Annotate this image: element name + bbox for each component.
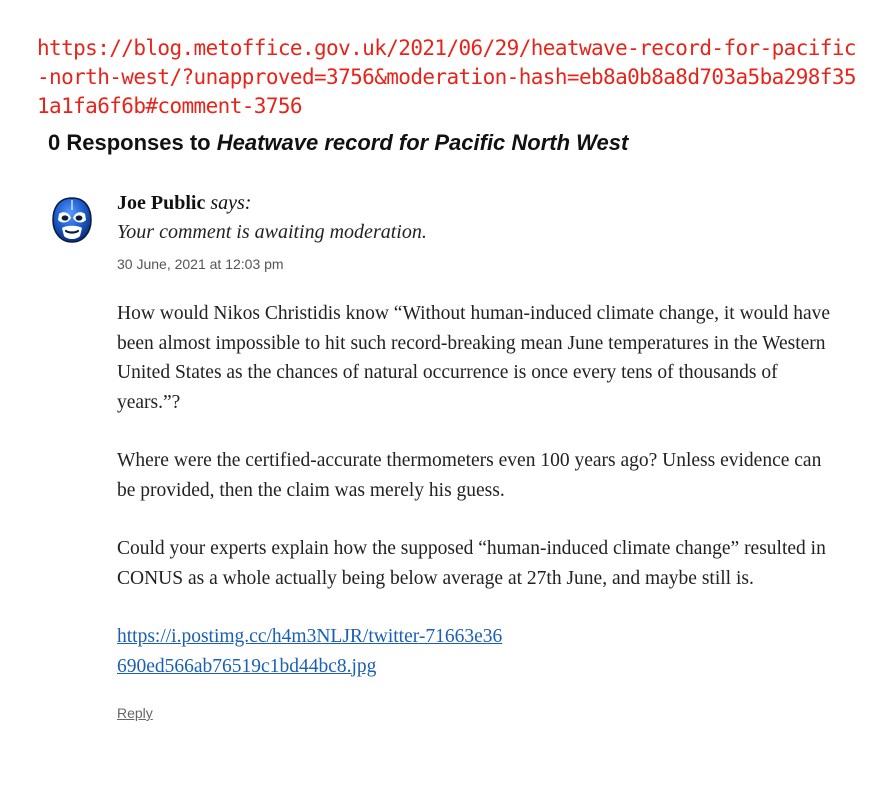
comment-paragraph: Where were the certified-accurate thermometers even 100 years ago? Unless evidence can be provided, then the claim was merely his guess. [117, 450, 822, 501]
comment-author-name: Joe Public [117, 192, 206, 214]
page-url-text: https://blog.metoffice.gov.uk/2021/06/29/heatwave-record-for-pacific-north-west/?unapproved=3756&moderation-hash=eb8a0b8a8d703a5ba298f351a1fa6f6b#comment-3756 [37, 36, 856, 118]
avatar [50, 196, 94, 244]
comment-image-link[interactable]: https://i.postimg.cc/h4m3NLJR/twitter-71663e36690ed566ab76519c1bd44bc8.jpg [117, 626, 503, 677]
comments-count-label: 0 Responses to [48, 130, 217, 155]
comment-paragraph: How would Nikos Christidis know “Without human-induced climate change, it would have been almost impossible to hit such record-breaking mean June temperatures in the Western United States as the chances of natural occurrence is once every tens of thousands of years.”? [117, 303, 831, 413]
comment-date[interactable]: 30 June, 2021 at 12:03 pm [117, 256, 284, 272]
comment-text [117, 299, 837, 681]
luchador-mask-icon [50, 196, 94, 244]
comment-link-container [117, 622, 507, 681]
moderation-notice: Your comment is awaiting moderation. [117, 221, 427, 243]
comment-author-line [117, 188, 837, 218]
comment [117, 188, 837, 723]
comments-heading [48, 128, 628, 158]
comment-paragraph: Could your experts explain how the supposed “human-induced climate change” resulted in CONUS as a whole actually being below average at 27th June, and maybe still is. [117, 538, 826, 589]
reply-link[interactable]: Reply [117, 705, 153, 721]
post-title: Heatwave record for Pacific North West [216, 130, 629, 155]
comment-says-label: says: [210, 192, 252, 214]
